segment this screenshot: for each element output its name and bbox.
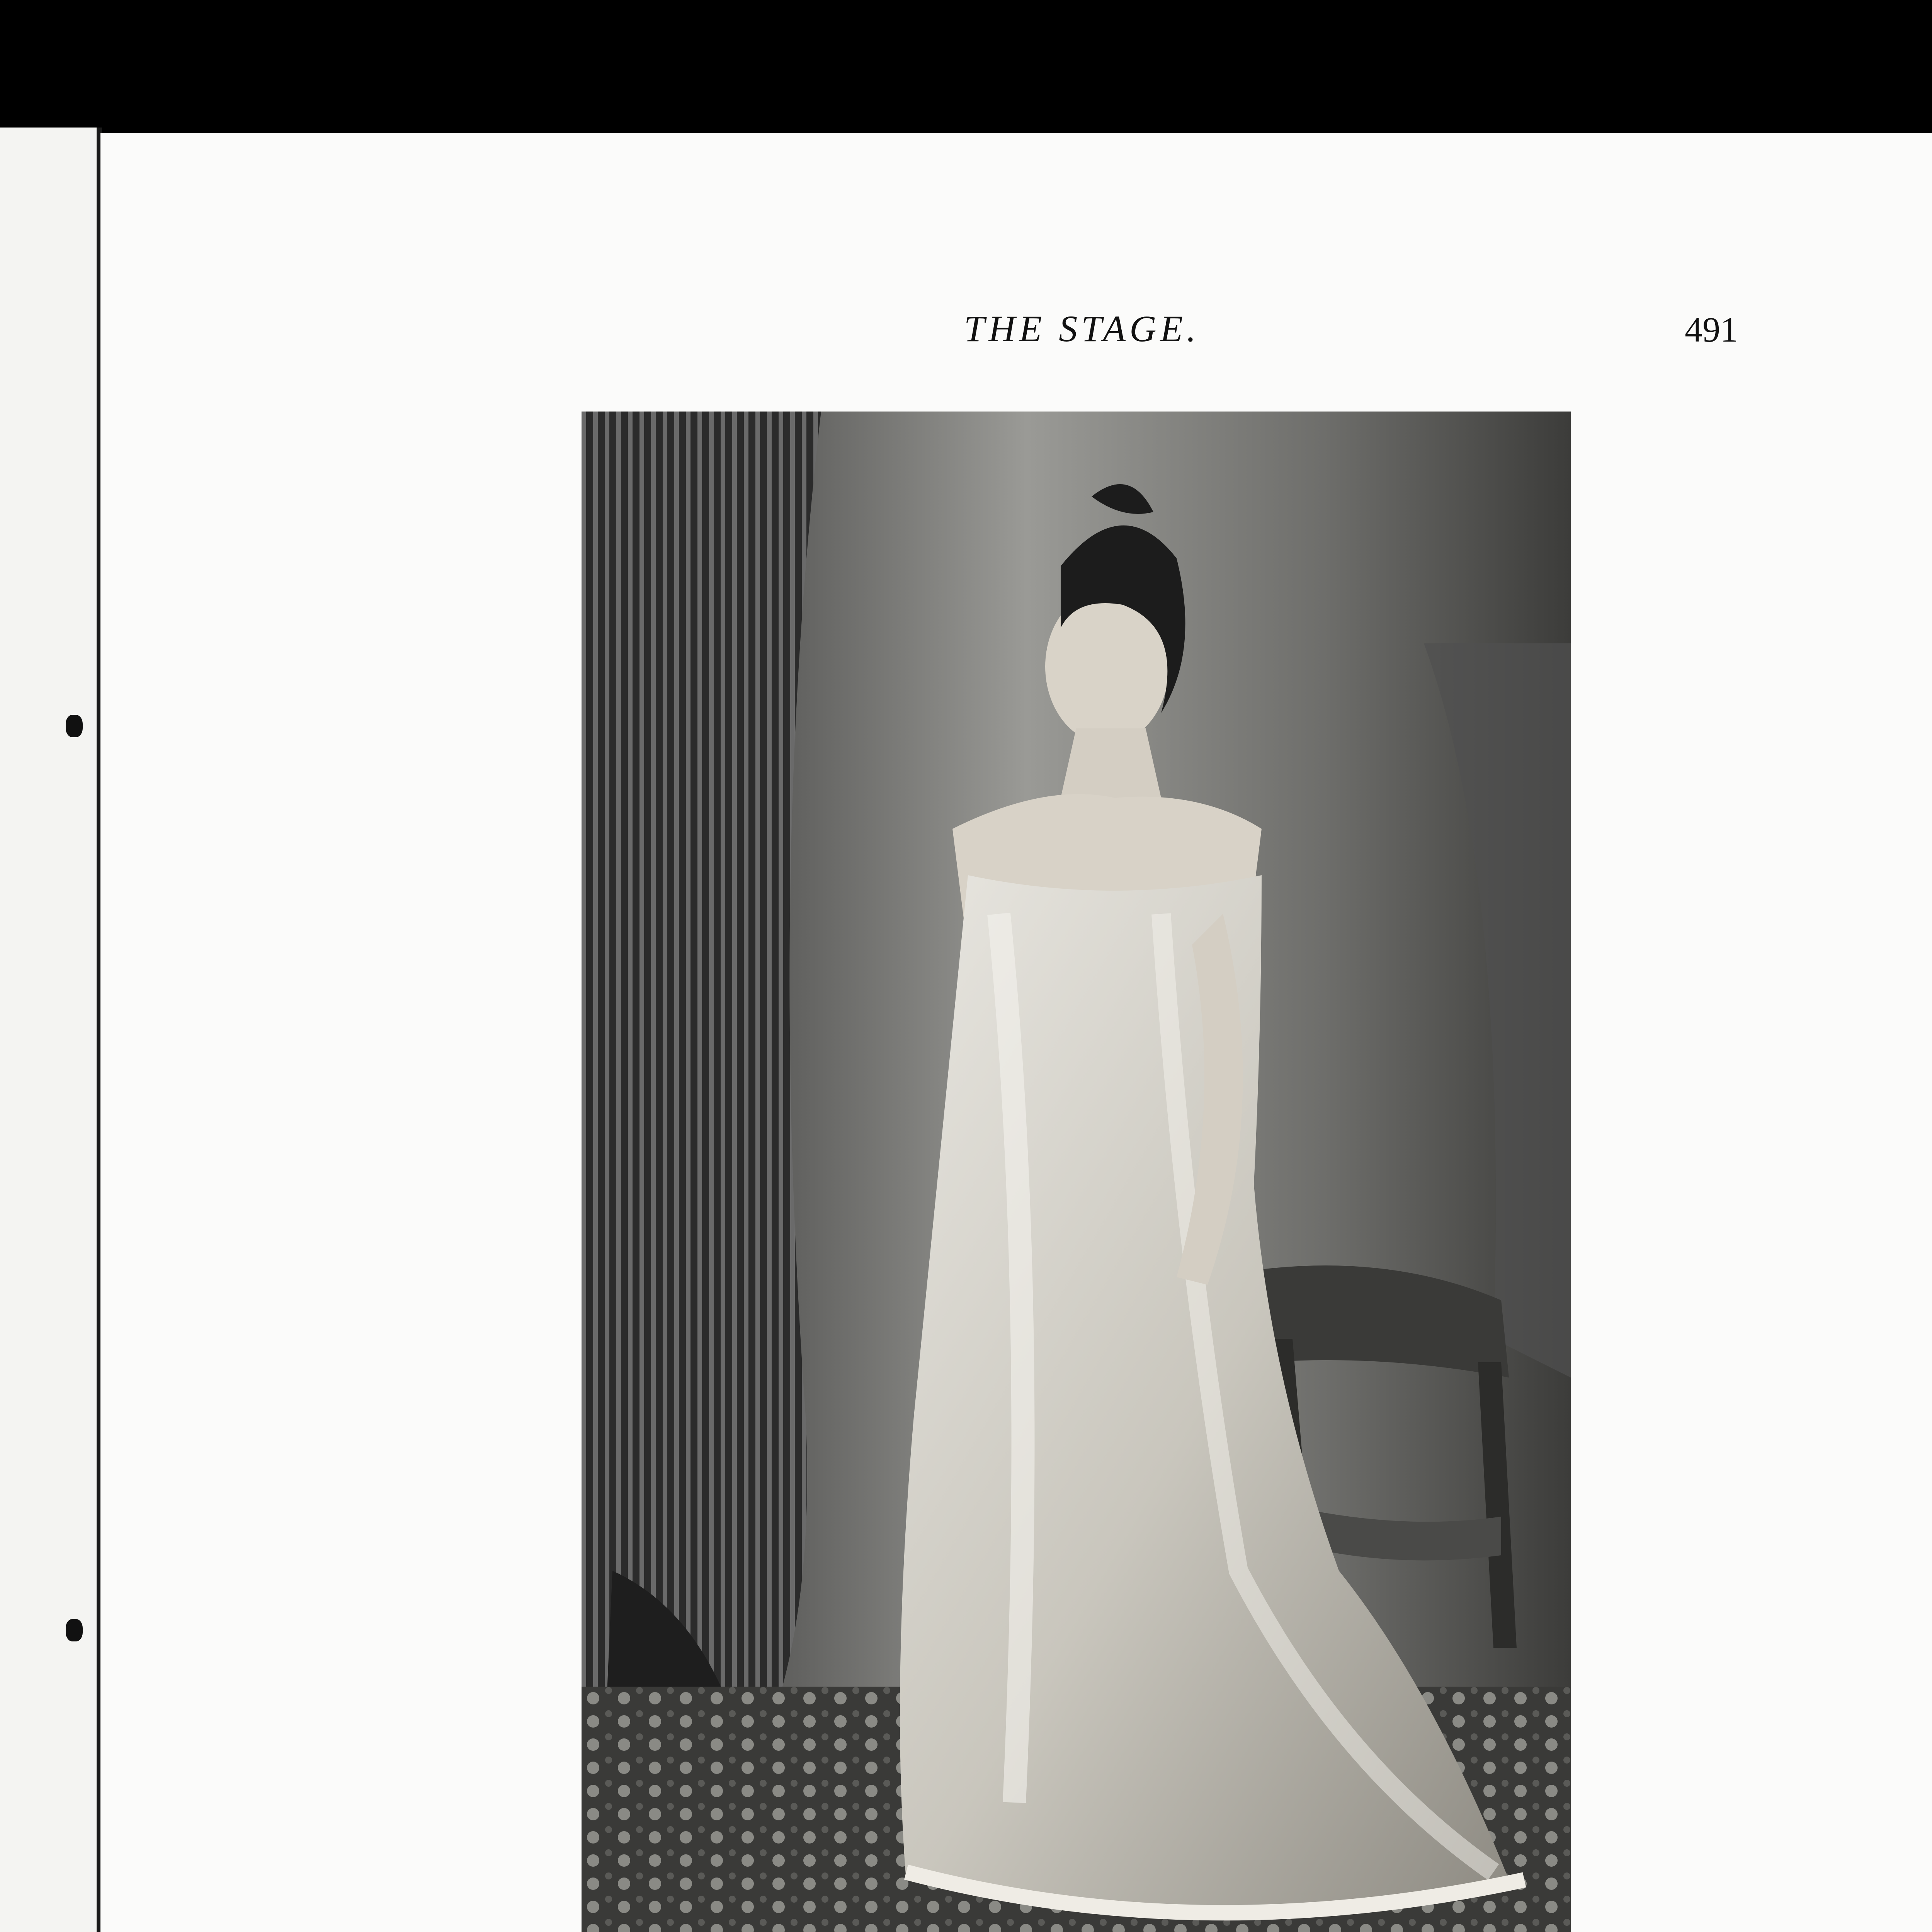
portrait-photograph [582, 412, 1571, 1932]
binding-stitch [66, 1619, 83, 1641]
binding-strip [0, 128, 102, 1932]
portrait-illustration [582, 412, 1571, 1932]
page-number: 491 [1685, 310, 1738, 349]
binding-stitch [66, 715, 83, 737]
running-title: THE STAGE. [964, 308, 1200, 349]
